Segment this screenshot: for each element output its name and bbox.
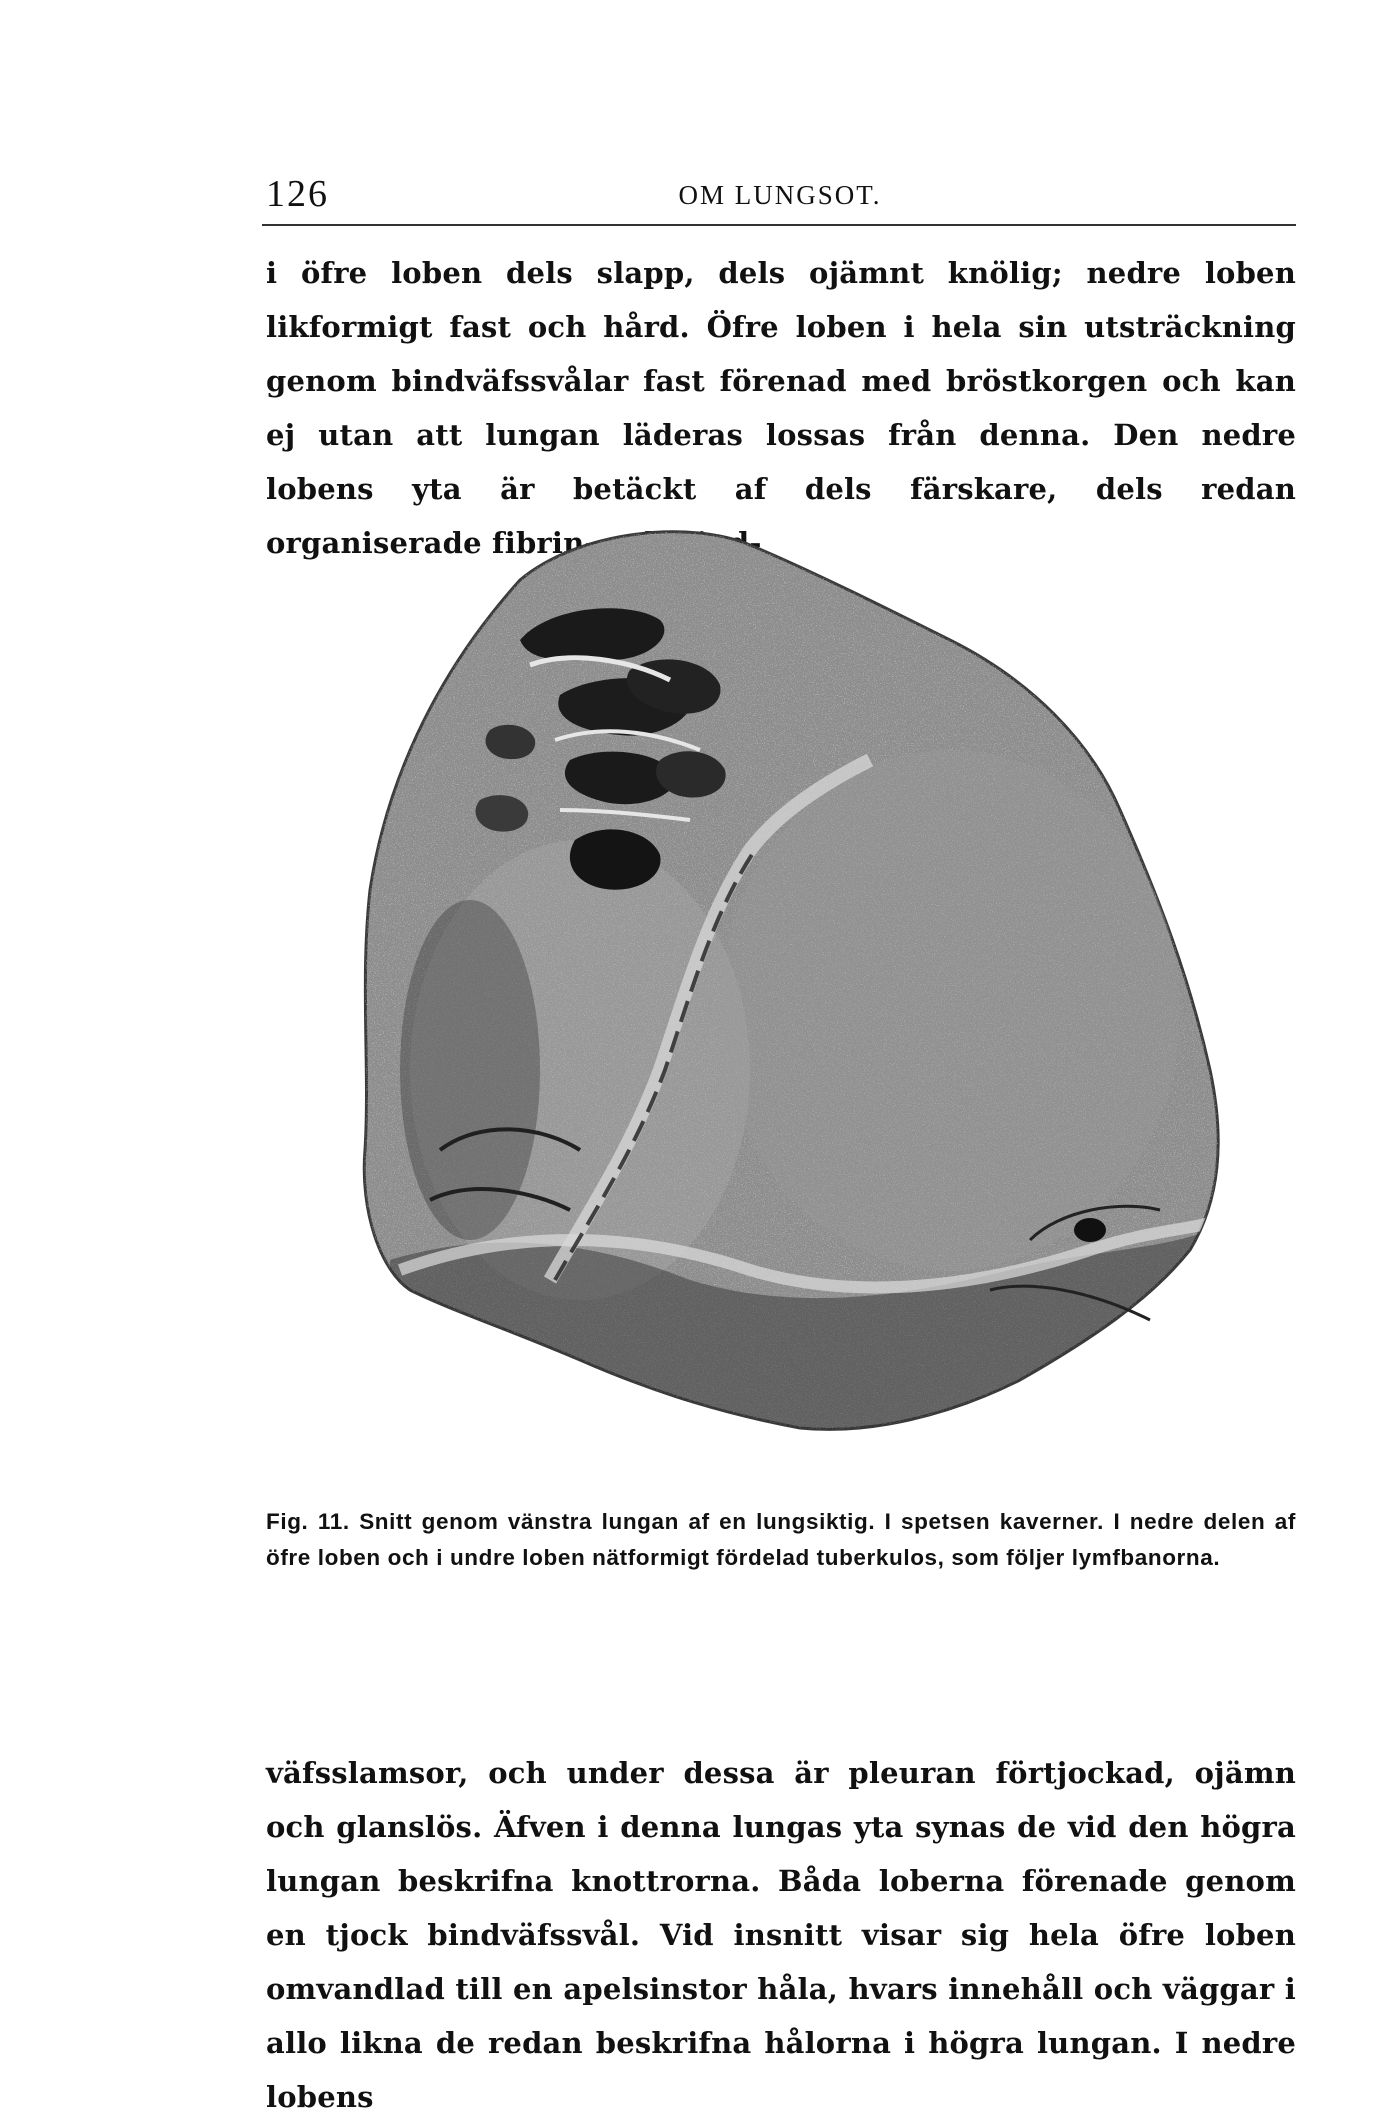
page-header (266, 172, 1294, 216)
paragraph: i öfre loben dels slapp, dels ojämnt knölig; nedre loben likformigt fast och hård. Öfre loben i hela sin utsträckning genom bindväfssvålar fast förenad med bröstkorgen och kan ej utan att lungan läderas lossas från denna. Den nedre lobens yta är betäckt af dels färskare, dels redan organiserade fibrin- och bind- (266, 256, 1296, 560)
page-number: 126 (266, 173, 329, 215)
paragraph: väfsslamsor, och under dessa är pleuran förtjockad, ojämn och glanslös. Äfven i denna lungas yta synas de vid den högra lungan beskrifna knottrorna. Båda loberna förenade genom en tjock bindväfssvål. Vid insnitt visar sig hela öfre loben omvandlad till en apelsinstor håla, hvars innehåll och väggar i allo likna de redan beskrifna hålorna i högra lungan. I nedre lobens (266, 1756, 1296, 2114)
lung-section-illustration (330, 510, 1250, 1460)
body-text-bottom (266, 1746, 1296, 2124)
running-head: OM LUNGSOT. (678, 180, 882, 210)
figure-lung-section (330, 510, 1250, 1460)
header-rule (262, 224, 1296, 226)
figure-caption (266, 1504, 1296, 1576)
caption-text: Fig. 11. Snitt genom vänstra lungan af en lungsiktig. I spetsen kaverner. I nedre delen af öfre loben och i undre loben nätformigt fördelad tuberkulos, som följer lymfbanorna. (266, 1509, 1296, 1570)
